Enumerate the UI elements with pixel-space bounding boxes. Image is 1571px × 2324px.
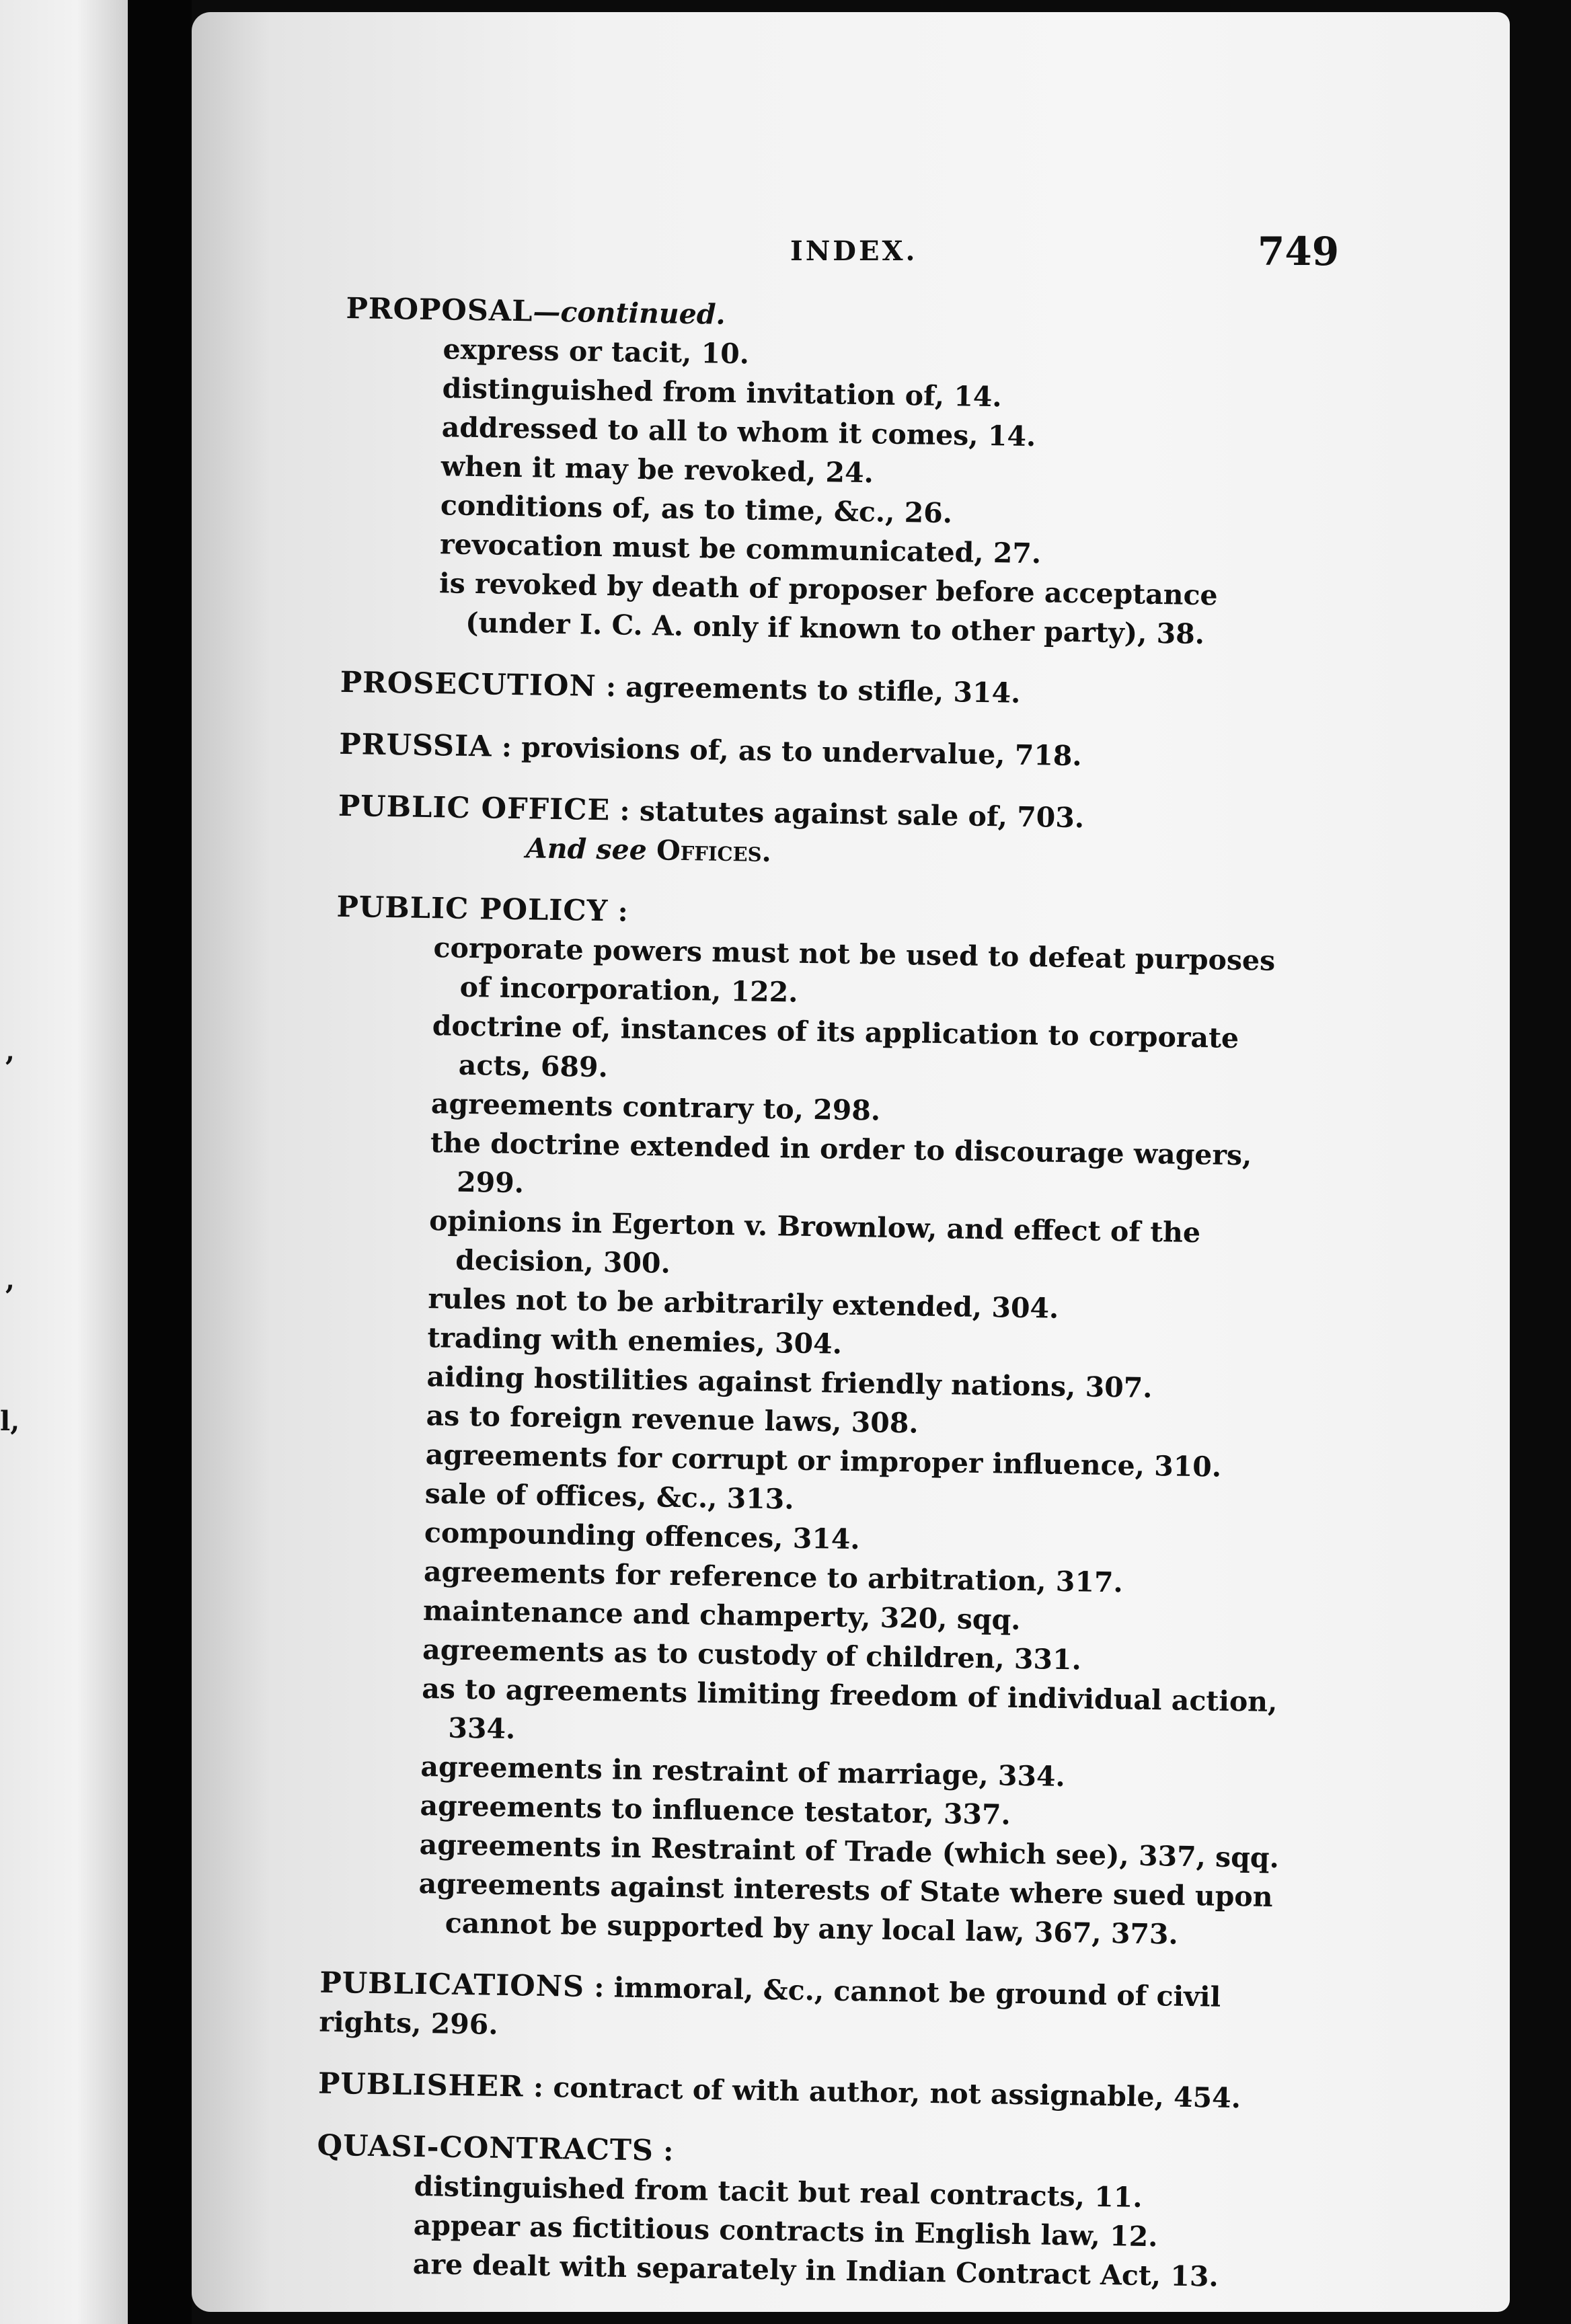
- entry-text: :: [607, 895, 629, 928]
- sub-entry: is revoked by death of proposer before acceptance (under I. C. A. only if known to other party), 38.: [438, 567, 1218, 651]
- index-entry-prosecution: [340, 663, 1312, 718]
- margin-mark: ,: [5, 1264, 15, 1296]
- sub-entry-list: [315, 2165, 1289, 2298]
- index-entry-prussia: [339, 725, 1311, 779]
- margin-mark: ,: [5, 1036, 15, 1067]
- sub-entry: the doctrine extended in order to discourage wagers, 299.: [430, 1126, 1252, 1200]
- entry-heading: PRUSSIA: [338, 727, 492, 764]
- index-entry-quasi-contracts: [315, 2126, 1289, 2298]
- page-right-edge: [1510, 0, 1571, 2324]
- entry-heading: PROPOSAL: [346, 291, 533, 329]
- sub-entry: revocation must be communicated, 27.: [439, 528, 1042, 570]
- entry-heading: PUBLIC OFFICE: [338, 789, 611, 828]
- entry-text: : statutes against sale of, 703.: [609, 794, 1085, 835]
- sub-entry: conditions of, as to time, &c., 26.: [440, 489, 953, 530]
- sub-entry: aiding hostilities against friendly nations, 307.: [426, 1360, 1153, 1405]
- entry-continued-label: —continued.: [533, 295, 726, 331]
- sub-entry: maintenance and champerty, 320, sqq.: [422, 1594, 1021, 1636]
- entry-heading: PUBLIC POLICY: [336, 890, 609, 929]
- running-header: INDEX.: [790, 235, 918, 267]
- entry-text: :: [653, 2134, 674, 2167]
- page-number: 749: [1258, 229, 1340, 274]
- index-entries: [315, 289, 1317, 2297]
- index-entry-publications: [319, 1964, 1292, 2057]
- facing-page-edge: [0, 0, 128, 2324]
- sub-entry: express or tacit, 10.: [443, 333, 750, 371]
- entry-heading: PROSECUTION: [340, 665, 597, 703]
- entry-heading: PUBLICATIONS: [319, 1966, 585, 2004]
- sub-entry: doctrine of, instances of its application to corporate acts, 689.: [432, 1009, 1239, 1084]
- entry-text: : immoral, &c., cannot be ground of civil rights, 296.: [319, 1970, 1221, 2041]
- sub-entry: rules not to be arbitrarily extended, 304.: [428, 1282, 1059, 1325]
- sub-entry: as to foreign revenue laws, 308.: [426, 1399, 919, 1440]
- entry-text: : provisions of, as to undervalue, 718.: [492, 730, 1083, 773]
- sub-entry: corporate powers must not be used to defeat purposes of incorporation, 122.: [433, 931, 1276, 1009]
- index-entry-public-office: [338, 787, 1311, 880]
- see-also-target: Offices.: [656, 834, 772, 869]
- index-entry-publisher: [318, 2064, 1291, 2119]
- sub-entry: as to agreements limiting freedom of individual action, 334.: [421, 1672, 1278, 1746]
- sub-entry: agreements for corrupt or improper influence, 310.: [425, 1438, 1222, 1483]
- index-entry-proposal: [341, 289, 1318, 656]
- entry-text: : contract of with author, not assignable, 454.: [523, 2070, 1241, 2115]
- sub-entry: agreements as to custody of children, 331.: [422, 1633, 1082, 1676]
- sub-entry: addressed to all to whom it comes, 14.: [441, 411, 1036, 453]
- sub-entry-list: [341, 328, 1317, 656]
- entry-text: : agreements to stifle, 314.: [596, 670, 1021, 709]
- see-also-label: And see: [525, 832, 648, 867]
- sub-entry: agreements to influence testator, 337.: [420, 1789, 1011, 1831]
- sub-entry: agreements against interests of State where sued upon cannot be supported by any local law, 367, 373.: [418, 1867, 1273, 1951]
- sub-entry: agreements in Restraint of Trade (which see), 337, sqq.: [419, 1828, 1280, 1875]
- entry-heading: QUASI-CONTRACTS: [317, 2128, 654, 2168]
- sub-entry: are dealt with separately in Indian Contract Act, 13.: [412, 2247, 1219, 2293]
- sub-entry: opinions in Egerton v. Brownlow, and effect of the decision, 300.: [428, 1204, 1201, 1280]
- sub-entry: compounding offences, 314.: [424, 1516, 861, 1556]
- book-gutter: [128, 0, 192, 2324]
- sub-entry: agreements in restraint of marriage, 334.: [420, 1750, 1066, 1793]
- sub-entry: agreements for reference to arbitration, 317.: [423, 1555, 1124, 1599]
- sub-entry-list: [320, 927, 1308, 1956]
- sub-entry: trading with enemies, 304.: [427, 1321, 843, 1360]
- sub-entry: appear as fictitious contracts in English law, 12.: [413, 2208, 1158, 2253]
- entry-heading: PUBLISHER: [317, 2066, 525, 2104]
- sub-entry: when it may be revoked, 24.: [440, 450, 874, 490]
- margin-mark: l,: [0, 1405, 20, 1437]
- sub-entry: distinguished from invitation of, 14.: [442, 372, 1003, 414]
- sub-entry: agreements contrary to, 298.: [430, 1087, 881, 1127]
- sub-entry: distinguished from tacit but real contracts, 11.: [414, 2169, 1143, 2214]
- sub-entry: sale of offices, &c., 313.: [424, 1477, 794, 1516]
- index-entry-public-policy: [320, 888, 1308, 1956]
